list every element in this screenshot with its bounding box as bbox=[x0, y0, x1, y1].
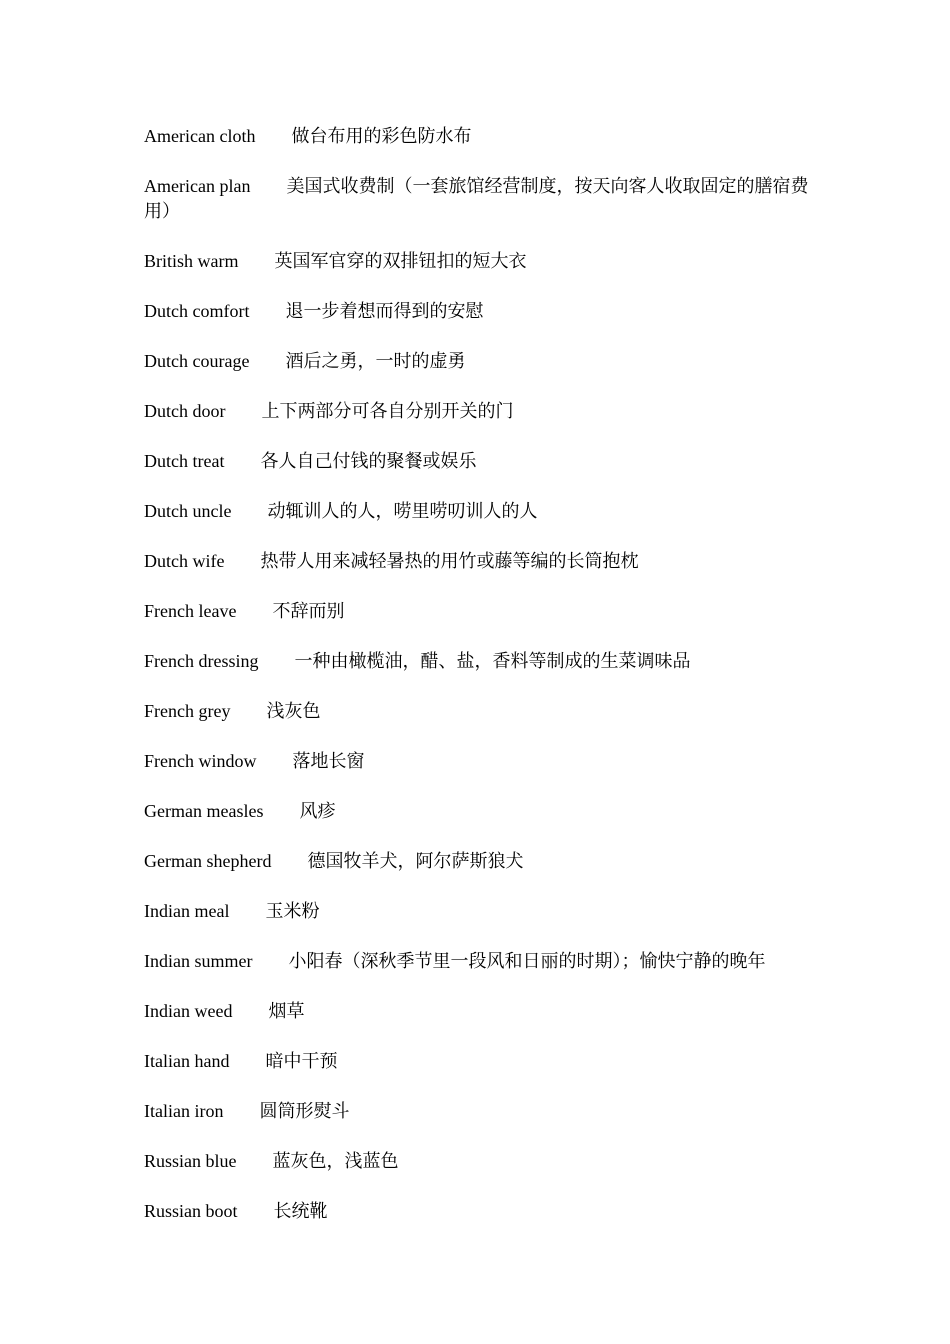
entry-definition: 一种由橄榄油，醋、盐，香料等制成的生菜调味品 bbox=[294, 651, 691, 671]
entry-definition: 德国牧羊犬，阿尔萨斯狼犬 bbox=[307, 851, 524, 871]
entry-british-warm bbox=[144, 249, 814, 274]
entry-definition: 做台布用的彩色防水布 bbox=[291, 126, 472, 146]
entry-definition: 长统靴 bbox=[273, 1201, 328, 1221]
entry-definition: 热带人用来减轻暑热的用竹或藤等编的长筒抱枕 bbox=[260, 551, 639, 571]
entry-dutch-uncle bbox=[144, 499, 814, 524]
entry-indian-summer bbox=[144, 949, 814, 974]
entry-italian-iron bbox=[144, 1099, 814, 1124]
entry-french-grey bbox=[144, 699, 814, 724]
entry-french-window bbox=[144, 749, 814, 774]
entry-definition: 英国军官穿的双排钮扣的短大衣 bbox=[274, 251, 527, 271]
entry-term: Italian iron bbox=[144, 1101, 224, 1121]
entry-indian-meal bbox=[144, 899, 814, 924]
entry-american-plan bbox=[144, 174, 814, 224]
entry-term: Dutch wife bbox=[144, 551, 225, 571]
entry-dutch-door bbox=[144, 399, 814, 424]
entry-definition: 小阳春（深秋季节里一段风和日丽的时期）；愉快宁静的晚年 bbox=[288, 951, 766, 971]
entry-definition: 上下两部分可各自分别开关的门 bbox=[261, 401, 514, 421]
entry-term: Dutch door bbox=[144, 401, 226, 421]
entry-definition: 浅灰色 bbox=[266, 701, 321, 721]
entry-russian-blue bbox=[144, 1149, 814, 1174]
entry-term: Dutch courage bbox=[144, 351, 250, 371]
entry-american-cloth bbox=[144, 124, 814, 149]
entry-definition: 玉米粉 bbox=[265, 901, 320, 921]
entry-definition: 美国式收费制（一套旅馆经营制度，按天向客人收取固定的膳宿费用） bbox=[144, 176, 809, 221]
entry-term: French leave bbox=[144, 601, 237, 621]
entry-definition: 烟草 bbox=[268, 1001, 305, 1021]
entry-dutch-wife bbox=[144, 549, 814, 574]
entry-term: American plan bbox=[144, 176, 251, 196]
entry-definition: 风疹 bbox=[299, 801, 336, 821]
entry-definition: 落地长窗 bbox=[292, 751, 365, 771]
entry-definition: 蓝灰色，浅蓝色 bbox=[272, 1151, 399, 1171]
entry-definition: 动辄训人的人，唠里唠叨训人的人 bbox=[267, 501, 538, 521]
entry-term: French dressing bbox=[144, 651, 259, 671]
entry-definition: 暗中干预 bbox=[265, 1051, 338, 1071]
entry-term: Russian boot bbox=[144, 1201, 238, 1221]
entry-term: Italian hand bbox=[144, 1051, 230, 1071]
entry-term: Dutch comfort bbox=[144, 301, 250, 321]
entry-term: Dutch uncle bbox=[144, 501, 232, 521]
entry-dutch-treat bbox=[144, 449, 814, 474]
entry-definition: 不辞而别 bbox=[272, 601, 345, 621]
document-page bbox=[144, 124, 814, 1249]
entry-french-dressing bbox=[144, 649, 814, 674]
entry-definition: 酒后之勇，一时的虚勇 bbox=[285, 351, 466, 371]
entry-french-leave bbox=[144, 599, 814, 624]
entry-german-measles bbox=[144, 799, 814, 824]
entry-german-shepherd bbox=[144, 849, 814, 874]
entry-term: American cloth bbox=[144, 126, 256, 146]
entry-term: French window bbox=[144, 751, 257, 771]
entry-term: Indian summer bbox=[144, 951, 253, 971]
entry-term: Indian meal bbox=[144, 901, 230, 921]
entry-term: Russian blue bbox=[144, 1151, 237, 1171]
entry-dutch-courage bbox=[144, 349, 814, 374]
entry-term: German shepherd bbox=[144, 851, 272, 871]
entry-term: Indian weed bbox=[144, 1001, 233, 1021]
entry-term: Dutch treat bbox=[144, 451, 225, 471]
entry-definition: 退一步着想而得到的安慰 bbox=[285, 301, 484, 321]
entry-definition: 各人自己付钱的聚餐或娱乐 bbox=[260, 451, 477, 471]
entry-term: British warm bbox=[144, 251, 239, 271]
entry-russian-boot bbox=[144, 1199, 814, 1224]
entry-term: German measles bbox=[144, 801, 264, 821]
entry-italian-hand bbox=[144, 1049, 814, 1074]
entry-dutch-comfort bbox=[144, 299, 814, 324]
entry-term: French grey bbox=[144, 701, 231, 721]
entry-indian-weed bbox=[144, 999, 814, 1024]
entry-definition: 圆筒形熨斗 bbox=[259, 1101, 350, 1121]
